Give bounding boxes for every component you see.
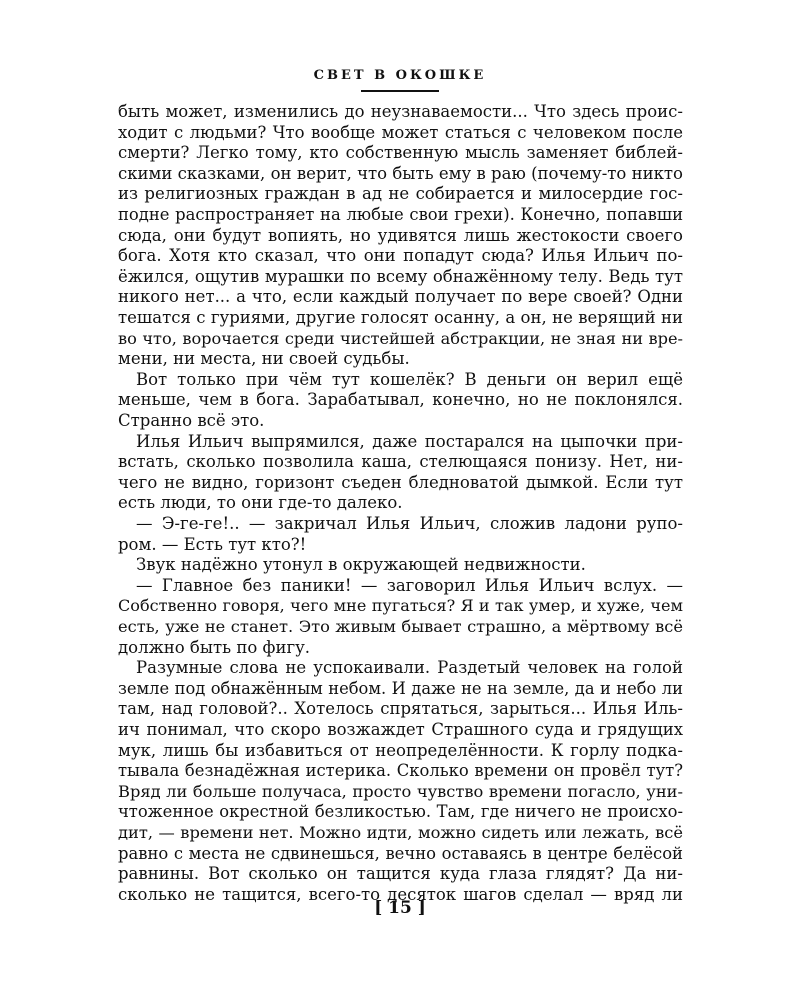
text-line: тешатся с гуриями, другие голосят осанну, а он, не верящий ни xyxy=(118,308,683,327)
text-line: встать, сколько позволила каша, стелющаяся понизу. Нет, ни- xyxy=(118,452,683,472)
text-line: есть, уже не станет. Это живым бывает страшно, а мёртвому всё xyxy=(118,617,683,636)
text-line: Вряд ли больше получаса, просто чувство времени погасло, уни- xyxy=(118,781,683,801)
text-line: Собственно говоря, чего мне пугаться? Я и так умер, и хуже, чем xyxy=(118,596,683,616)
text-line: ходит с людьми? Что вообще может статься с человеком после xyxy=(118,122,683,142)
text-line: скими сказками, он верит, что быть ему в раю (почему-то никто xyxy=(118,163,683,183)
text-line: мени, ни места, ни своей судьбы. xyxy=(118,349,410,369)
text-line: тывала безнадёжная истерика. Сколько времени он провёл тут? xyxy=(118,761,683,781)
text-line: там, над головой?.. Хотелось спрятаться, зарыться... Илья Иль- xyxy=(118,699,683,719)
paragraph-first-line: — Главное без паники! — заговорил Илья Ильич вслух. — xyxy=(136,575,683,595)
header-rule xyxy=(361,90,439,92)
text-line: сюда, они будут вопиять, но удивятся лишь жестокости своего xyxy=(118,225,683,245)
paragraph-first-line: Вот только при чём тут кошелёк? В деньги он верил ещё xyxy=(136,369,683,389)
paragraph-first-line: Звук надёжно утонул в окружающей недвижности. xyxy=(136,555,586,575)
text-line: ёжился, ощутив мурашки по всему обнажённому телу. Ведь тут xyxy=(118,266,683,286)
text-line: во что, ворочается среди чистейшей абстракции, не зная ни вре- xyxy=(118,328,683,348)
text-line: чтоженное окрестной безликостью. Там, где ничего не происхо- xyxy=(118,802,683,822)
text-line: дит, — времени нет. Можно идти, можно сидеть или лежать, всё xyxy=(118,823,683,842)
text-line: сколько не тащится, всего-то десяток шагов сделал — вряд ли xyxy=(118,884,683,904)
text-line: есть люди, то они где-то далеко. xyxy=(118,493,403,513)
text-line: из религиозных граждан в ад не собирается и милосердие гос- xyxy=(118,184,683,204)
paragraph-first-line: Илья Ильич выпрямился, даже постарался на цыпочки при- xyxy=(136,431,683,451)
text-line: подне распространяет на любые свои грехи). Конечно, попавши xyxy=(118,205,683,224)
text-line: меньше, чем в бога. Зарабатывал, конечно, но не поклонялся. xyxy=(118,390,683,410)
text-line: смерти? Легко тому, кто собственную мысль заменяет библей- xyxy=(118,143,683,163)
paragraph-first-line: Разумные слова не успокаивали. Раздетый человек на голой xyxy=(136,658,683,678)
text-line: мук, лишь бы избавиться от неопределённости. К горлу подка- xyxy=(118,740,683,760)
text-line: бога. Хотя кто сказал, что они попадут сюда? Илья Ильич по- xyxy=(118,246,683,266)
text-line: ром. — Есть тут кто?! xyxy=(118,534,307,554)
running-head: СВЕТ В ОКОШКЕ xyxy=(313,68,487,83)
text-line: равно с места не сдвинешься, вечно оставаясь в центре белёсой xyxy=(118,843,683,863)
text-line: Странно всё это. xyxy=(118,411,265,430)
text-line: никого нет... а что, если каждый получает по вере своей? Одни xyxy=(118,287,683,307)
text-line: быть может, изменились до неузнаваемости... Что здесь проис- xyxy=(118,102,683,121)
text-line: должно быть по фигу. xyxy=(118,637,311,657)
text-line: земле под обнажённым небом. И даже не на земле, да и небо ли xyxy=(118,678,683,698)
paragraph-first-line: — Э-ге-ге!.. — закричал Илья Ильич, сложив ладони рупо- xyxy=(136,514,683,533)
text-line: равнины. Вот сколько он тащится куда глаза глядят? Да ни- xyxy=(118,864,683,884)
page-number: [ 15 ] xyxy=(374,898,426,918)
text-line: чего не видно, горизонт съеден бледноватой дымкой. Если тут xyxy=(118,472,683,492)
text-line: ич понимал, что скоро возжаждет Страшного суда и грядущих xyxy=(118,720,683,739)
